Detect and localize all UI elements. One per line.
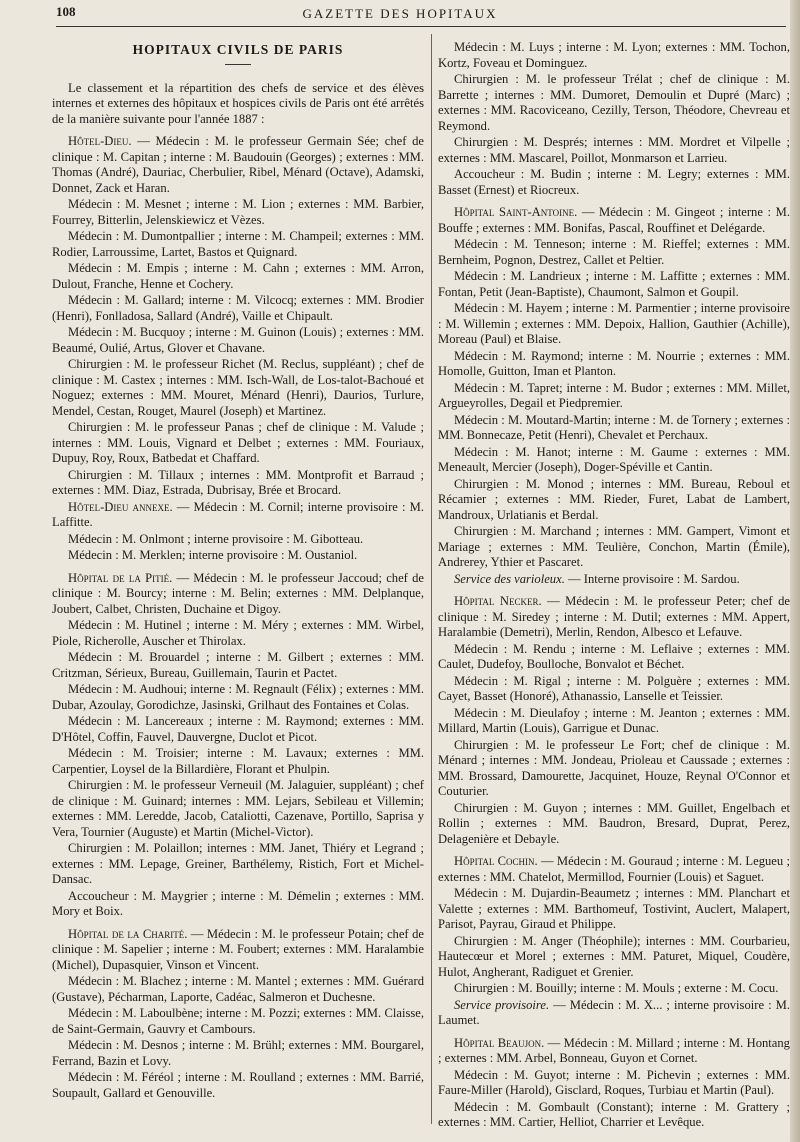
entry-paragraph — [438, 1068, 790, 1099]
entry-text: Médecin : M. Raymond; interne : M. Nourrie ; externes : MM. Homolle, Guitton, Iman et Planton. — [438, 348, 790, 378]
binding-edge — [790, 0, 800, 1142]
entry-paragraph — [52, 261, 424, 292]
left-paragraphs — [52, 134, 424, 1101]
entry-paragraph — [52, 974, 424, 1005]
header-rule — [56, 26, 786, 27]
entry-paragraph — [438, 72, 790, 134]
entry-text: — Médecin : M. Millard ; interne : M. Hontang ; externes : MM. Arbel, Bonneau, Guyon et Cornet. — [438, 1035, 790, 1065]
service-heading: Service provisoire. — [454, 997, 550, 1012]
running-title: GAZETTE DES HOPITAUX — [302, 6, 498, 21]
entry-text: Médecin : M. Landrieux ; interne : M. Laffitte ; externes : MM. Fontan, Petit (Jean-Baptiste), Chaumont, Salmon et Goupil. — [438, 269, 790, 299]
entry-paragraph — [438, 642, 790, 673]
entry-text: Médecin : M. Dumontpallier ; interne : M. Champeil; externes : MM. Rodier, Larroussime, Lartet, Bastos et Quignard. — [52, 229, 424, 259]
entry-text: Chirurgien : M. le professeur Verneuil (M. Jalaguier, suppléant) ; chef de clinique : M. Guinard; internes : MM. Lejars, Sebileau et Villemin; externes : MM. Leredde, Jacob, Cataliotti, Cazenave, Portillo, Saprisa y Vera, Tournier (Auguste) et Martin (Michel-Victor). — [52, 778, 424, 839]
hospital-heading: Hôpital de la Pitié. — [68, 570, 173, 585]
entry-text: Médecin : M. Dieulafoy ; interne : M. Jeanton ; externes : MM. Millard, Martin (Louis), Garrigue et Dunac. — [438, 705, 790, 735]
entry-text: Médecin : M. Guyot; interne : M. Pichevin ; externes : MM. Faure-Miller (Harold), Gisclard, Roques, Turbiau et Martin (Paul). — [438, 1067, 790, 1097]
entry-paragraph — [52, 548, 424, 564]
entry-paragraph — [438, 135, 790, 166]
entry-text: Chirurgien : M. Monod ; internes : MM. Bureau, Reboul et Récamier ; externes : MM. Rieder, Furet, Labat de Lambert, Mandroux, Urlatianis et Berdal. — [438, 476, 790, 522]
entry-text: Médecin : M. Onlmont ; interne provisoire : M. Gibotteau. — [68, 531, 364, 546]
entry-paragraph — [52, 841, 424, 888]
entry-paragraph — [52, 682, 424, 713]
entry-text: Chirurgien : M. le professeur Trélat ; chef de clinique : M. Barrette ; internes : MM. Dumoret, Demoulin et Dupré (Marc) ; externes : MM. Racoviceano, Cezilly, Terson, Théodore, Chevreau et Reymond. — [438, 72, 790, 133]
entry-paragraph — [52, 778, 424, 840]
entry-paragraph — [52, 1006, 424, 1037]
entry-text: Médecin : M. Féréol ; interne : M. Roulland ; externes : MM. Barrié, Soupault, Gallard et Genouville. — [52, 1070, 424, 1100]
entry-paragraph — [438, 886, 790, 933]
entry-text: — Médecin : M. Cornil; interne provisoire : M. Laffitte. — [52, 499, 424, 529]
entry-text: Médecin : M. Tapret; interne : M. Budor ; externes : MM. Millet, Argueyrolles, Degail et Piedpremier. — [438, 380, 790, 410]
entry-paragraph — [52, 325, 424, 356]
entry-text: — Médecin : M. Gingeot ; interne : M. Bouffe ; externes : MM. Bonifas, Pascal, Rouffinet et Delégarde. — [438, 205, 790, 235]
entry-paragraph — [52, 1038, 424, 1069]
hospital-heading: Hôpital de la Charité. — [68, 926, 188, 941]
entry-text: Médecin : M. Gallard; interne : M. Vilcocq; externes : MM. Brodier (Henri), Fonlladosa, Sallard (André), Vaille et Chipault. — [52, 293, 424, 323]
entry-paragraph — [52, 229, 424, 260]
entry-text: Service des varioleux. — Interne provisoire : M. Sardou. — [454, 571, 740, 586]
hospital-heading: Hôpital Necker. — [454, 594, 542, 608]
entry-paragraph — [52, 889, 424, 920]
entry-text: Médecin : M. Blachez ; interne : M. Mantel ; externes : MM. Guérard (Gustave), Pécharman, Laporte, Cadéac, Salmeron et Duchesne. — [52, 974, 424, 1004]
entry-text: Chirurgien : M. Bouilly; interne : M. Mouls ; externe : M. Cocu. — [454, 981, 779, 995]
entry-text: Médecin : M. Rigal ; interne : M. Polguère ; externes : MM. Cayet, Basset (Honoré), Athanassio, Lanselle et Teissier. — [438, 673, 790, 703]
entry-paragraph — [52, 197, 424, 228]
entry-text: Médecin : M. Mesnet ; interne : M. Lion ; externes : MM. Barbier, Fourrey, Bitterlin, Jelenskiewicz et Vèzes. — [52, 197, 424, 227]
entry-text: Médecin : M. Gombault (Constant); interne : M. Grattery ; externes : MM. Cartier, Helliot, Charrier et Levêque. — [438, 1099, 790, 1129]
entry-text: Chirurgien : M. le professeur Richet (M. Reclus, suppléant) ; chef de clinique : M. Castex ; internes : MM. Isch-Wall, de Los-talot-Bachoué et Noguez; externes : MM. Mouret, Ménard (Henri), Daurios, Turlure, Mendel, Cestan, Rouget, Maurel (Joseph) et Martinez. — [52, 357, 424, 418]
entry-text: Chirurgien : M. le professeur Le Fort; chef de clinique : M. Ménard ; internes : MM. Jondeau, Prioleau et Caussade ; externes : MM. Brossard, Damourette, Jacquinet, Houze, Reynal O'Connor et Couturier. — [438, 737, 790, 798]
entry-paragraph — [438, 237, 790, 268]
hospital-heading: Hôtel-Dieu annexe. — [68, 499, 173, 514]
entry-text: Médecin : M. Brouardel ; interne : M. Gilbert ; externes : MM. Critzman, Sérieux, Bureau, Guillemain, Taurin et Pactet. — [52, 650, 424, 680]
entry-text: Chirurgien : M. Després; internes : MM. Mordret et Vilpelle ; externes : MM. Mascarel, Poillot, Monmarson et Larrieu. — [438, 135, 790, 165]
entry-text: Chirurgien : M. Anger (Théophile); internes : MM. Courbarieu, Hautecœur et Morel ; externes : MM. Paturet, Miquel, Coudère, Hulot, Angherant, Radiguet et Grenier. — [438, 933, 790, 979]
entry-text: Médecin : M. Dujardin-Beaumetz ; internes : MM. Planchart et Valette ; externes : MM. Barthomeuf, Tostivint, Auclert, Malapert, Parisot, Payrau, Giraud et Philippe. — [438, 886, 790, 931]
entry-text: Médecin : M. Hutinel ; interne : M. Méry ; externes : MM. Wirbel, Piole, Richerolle, Auscher et Thirolax. — [52, 618, 424, 648]
column-divider — [431, 34, 432, 1124]
entry-paragraph — [438, 477, 790, 524]
entry-paragraph — [52, 618, 424, 649]
entry-text: Médecin : M. Lancereaux ; interne : M. Raymond; externes : MM. D'Hôtel, Coffin, Fauvel, Dauvergne, Duclot et Picot. — [52, 714, 424, 744]
entry-paragraph — [52, 293, 424, 324]
entry-text: Médecin : M. Laboulbène; interne : M. Pozzi; externes : MM. Claisse, de Saint-Germain, Gauvry et Cambours. — [52, 1006, 424, 1036]
entry-paragraph — [438, 445, 790, 476]
entry-text: Médecin : M. Hanot; interne : M. Gaume : externes : MM. Meneault, Mercier (Joseph), Doger-Spéville et Cantin. — [438, 444, 790, 474]
entry-text: Accoucheur : M. Maygrier ; interne : M. Démelin ; externes : MM. Mory et Boix. — [52, 888, 424, 918]
title-rule — [225, 64, 251, 65]
entry-paragraph — [52, 357, 424, 419]
entry-paragraph — [52, 420, 424, 467]
entry-text: Accoucheur : M. Budin ; interne : M. Legry; externes : MM. Basset (Ernest) et Riocreux. — [438, 167, 790, 197]
entry-paragraph — [52, 468, 424, 499]
right-paragraphs — [438, 40, 790, 1131]
entry-text: Chirurgien : M. Tillaux ; internes : MM. Montprofit et Barraud ; externes : MM. Diaz, Estrada, Dubrisay, Brée et Brocard. — [52, 467, 424, 497]
article-title: HOPITAUX CIVILS DE PARIS — [132, 42, 344, 57]
hospital-heading: Hôpital Cochin. — [454, 854, 538, 868]
entry-paragraph — [52, 571, 424, 618]
right-column — [438, 40, 790, 1129]
hospital-heading: Hôtel-Dieu. — [68, 134, 132, 148]
entry-text: — Médecin : M. le professeur Peter; chef de clinique : M. Siredey ; interne : M. Dutil; externes : MM. Appert, Haralambie (Demetri), Merlin, Rendon, Albesco et Lefauve. — [438, 594, 790, 639]
entry-paragraph — [438, 301, 790, 348]
entry-text: Médecin : M. Rendu ; interne : M. Leflaive ; externes : MM. Caulet, Dudefoy, Boulloche, Bonvalot et Béchet. — [438, 641, 790, 671]
entry-text: Médecin : M. Merklen; interne provisoire : M. Oustaniol. — [68, 548, 358, 562]
entry-text: Médecin : M. Desnos ; interne : M. Brühl; externes : MM. Bourgarel, Ferrand, Bazin et Lovy. — [52, 1038, 424, 1068]
entry-paragraph — [438, 706, 790, 737]
entry-paragraph — [438, 854, 790, 885]
entry-paragraph — [438, 413, 790, 444]
entry-text: Médecin : M. Bucquoy ; interne : M. Guinon (Louis) ; externes : MM. Beaumé, Oulié, Artus, Glover et Chavane. — [52, 325, 424, 355]
entry-paragraph — [438, 801, 790, 848]
entry-paragraph — [52, 1070, 424, 1101]
entry-paragraph — [52, 746, 424, 777]
entry-text: Chirurgien : M. Polaillon; internes : MM. Janet, Thiéry et Legrand ; externes : MM. Lepage, Greiner, Barthélemy, Ristich, Fort et Michel-Dansac. — [52, 841, 424, 886]
entry-text: — Médecin : M. Gouraud ; interne : M. Legueu ; externes : MM. Chatelot, Mermillod, Fournier (Louis) et Saguet. — [438, 854, 790, 884]
page-number: 108 — [56, 4, 76, 19]
entry-text: Médecin : M. Hayem ; interne : M. Parmentier ; interne provisoire : M. Willemin ; externes : MM. Depoix, Hallion, Gauthier (Achille), Moreau (Paul) et Blaise. — [438, 301, 790, 346]
entry-paragraph — [438, 269, 790, 300]
entry-paragraph — [438, 381, 790, 412]
entry-paragraph — [438, 674, 790, 705]
hospital-heading: Hôpital Saint-Antoine. — [454, 205, 578, 219]
entry-paragraph — [438, 934, 790, 981]
hospital-heading: Hôpital Beaujon. — [454, 1035, 545, 1050]
entry-paragraph — [438, 1036, 790, 1067]
entry-text: Chirurgien : M. le professeur Panas ; chef de clinique : M. Valude ; internes : MM. Louis, Vignard et Delbet ; externes : MM. Fouriaux, Dupuy, Roy, Roux, Batbedat et Chaffard. — [52, 420, 424, 465]
entry-paragraph — [438, 1100, 790, 1131]
entry-paragraph — [438, 738, 790, 800]
entry-text: Médecin : M. Audhoui; interne : M. Regnault (Félix) ; externes : MM. Dubar, Azoulay, Gorodichze, Jasinski, Grilhaut des Fontaines et Colas. — [52, 682, 424, 712]
entry-paragraph — [438, 524, 790, 571]
entry-paragraph — [438, 594, 790, 641]
intro-paragraph: Le classement et la répartition des chefs de service et des élèves internes et externes des hôpitaux et hospices civils de Paris ont été arrêtés de la manière suivante pour l'année 1887 : — [52, 80, 424, 126]
entry-paragraph — [438, 981, 790, 997]
entry-paragraph — [52, 134, 424, 196]
entry-paragraph — [438, 349, 790, 380]
entry-paragraph — [52, 500, 424, 531]
service-heading: Service des varioleux. — [454, 571, 565, 586]
entry-text: — Médecin : M. le professeur Jaccoud; chef de clinique : M. Bourcy; interne : M. Belin; externes : MM. Delplanque, Joubert, Calbet, Christen, Duchaine et Digoy. — [52, 570, 424, 616]
entry-text: Service provisoire. — Médecin : M. X... ; interne provisoire : M. Laumet. — [438, 997, 790, 1027]
entry-text: — Médecin : M. le professeur Germain Sée; chef de clinique : M. Capitan ; interne : M. Baudouin (Georges) ; externes : MM. Thomas (André), Dauriac, Cherbulier, Ribel, Ménard (Octave), Adamski, Donnet, Zack et Haran. — [52, 134, 424, 195]
entry-paragraph — [438, 205, 790, 236]
entry-paragraph — [52, 532, 424, 548]
entry-paragraph — [52, 714, 424, 745]
entry-text: Médecin : M. Empis ; interne : M. Cahn ; externes : MM. Arron, Dulout, Franche, Henne et Cochery. — [52, 261, 424, 291]
entry-paragraph — [52, 927, 424, 974]
entry-paragraph — [438, 167, 790, 198]
entry-paragraph — [52, 650, 424, 681]
entry-text: — Médecin : M. le professeur Potain; chef de clinique : M. Sapelier ; interne : M. Foubert; externes : MM. Haralambie (Michel), Dupasquier, Vinson et Vincent. — [52, 926, 424, 972]
entry-paragraph — [438, 572, 790, 588]
entry-text: Médecin : M. Troisier; interne : M. Lavaux; externes : MM. Carpentier, Loysel de la Billardière, Florant et Phulpin. — [52, 746, 424, 776]
entry-text: Médecin : M. Moutard-Martin; interne : M. de Tornery ; externes : MM. Bonnecaze, Petit (Henri), Chevalet et Perchaux. — [438, 412, 790, 442]
entry-text: Médecin : M. Tenneson; interne : M. Rieffel; externes : MM. Bernheim, Pognon, Destrez, Callet et Peltier. — [438, 237, 790, 267]
entry-text: Chirurgien : M. Guyon ; internes : MM. Guillet, Engelbach et Rollin ; externes : MM. Baudron, Bresard, Duprat, Perez, Delagenière et Debayle. — [438, 800, 790, 846]
entry-paragraph — [438, 40, 790, 71]
left-column — [52, 40, 424, 1120]
entry-text: Médecin : M. Luys ; interne : M. Lyon; externes : MM. Tochon, Kortz, Foveau et Dominguez. — [438, 40, 790, 70]
entry-text: Chirurgien : M. Marchand ; internes : MM. Gampert, Vimont et Mariage ; externes : MM. Teulière, Conchon, Martin (Émile), Andrerey, Ythier et Pascaret. — [438, 524, 790, 569]
entry-paragraph — [438, 998, 790, 1029]
